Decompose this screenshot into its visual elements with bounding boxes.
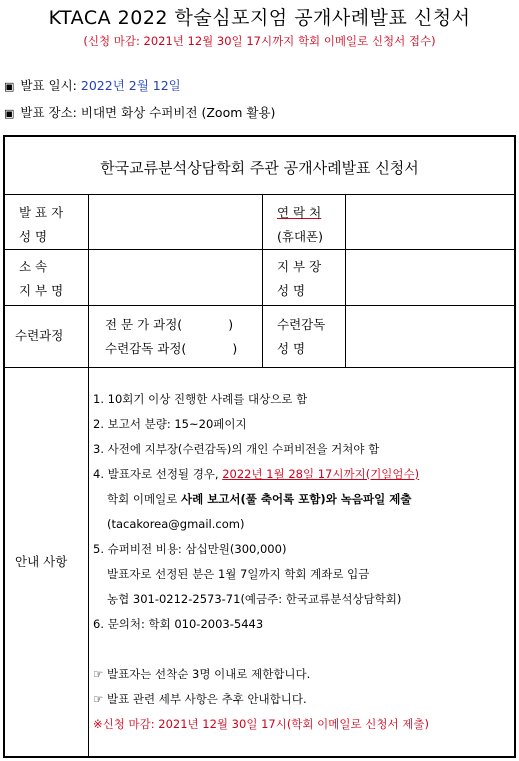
form-title: 한국교류분석상담학회 주관 공개사례발표 신청서 (100, 159, 419, 177)
document-title: KTACA 2022 학술심포지엄 공개사례발표 신청서 (48, 7, 471, 29)
supervisor-label: 수련감독 성 명 (277, 317, 326, 356)
guide-item: 6. 문의처: 학회 010-2003-5443 (93, 617, 264, 631)
form-divider (5, 305, 514, 306)
application-deadline: (신청 마감: 2021년 12월 30일 17시까지 학회 이메일로 신청서 접수) (83, 34, 436, 48)
presentation-date-line (4, 76, 181, 94)
place-value: 비대면 화상 수퍼비전 (Zoom 활용) (80, 105, 276, 120)
notice-item: ☞ 발표자는 선착순 3명 이내로 제한합니다. (93, 667, 311, 681)
guide-item: 4. 발표자로 선정될 경우, 2022년 1월 28일 17시까지(기일엄수) (93, 467, 420, 481)
place-label: 발표 장소: (20, 105, 77, 120)
course-options: 전 문 가 과정( ) 수련감독 과정( ) (105, 317, 238, 356)
application-form (3, 135, 516, 758)
guide-list (93, 387, 429, 737)
bank-account: 농협 301-0212-2573-71(예금주: 한국교류분석상담학회) (107, 592, 402, 606)
date-value: 2022년 2월 12일 (80, 78, 181, 93)
submission-deadline: 2022년 1월 28일 17시까지(기일엄수) (222, 467, 420, 481)
form-divider (5, 249, 514, 250)
guide-item: 발표자로 선정된 분은 1월 7일까지 학회 계좌로 입금 (107, 567, 370, 581)
guide-item: 학회 이메일로 사례 보고서(풀 축어록 포함)와 녹음파일 제출 (107, 492, 412, 506)
guide-item: 1. 10회기 이상 진행한 사례를 대상으로 함 (93, 392, 308, 406)
presentation-place-line (4, 103, 275, 121)
guide-item: 5. 슈퍼비전 비용: 삼십만원(300,000) (93, 542, 287, 556)
branch-head-label: 지 부 장 성 명 (277, 259, 322, 298)
form-divider (5, 194, 514, 195)
guide-label: 안내 사항 (15, 554, 68, 569)
form-divider (88, 194, 89, 758)
square-bullet-icon: ▣ (4, 107, 15, 120)
affiliation-label: 소 속 지 부 명 (19, 259, 64, 298)
date-label: 발표 일시: (20, 78, 77, 93)
form-divider (5, 367, 514, 368)
guide-item: 3. 사전에 지부장(수련감독)의 개인 수퍼비전을 거쳐야 함 (93, 442, 380, 456)
training-course-label: 수련과정 (15, 328, 64, 343)
square-bullet-icon: ▣ (4, 80, 15, 93)
presenter-name-label: 발 표 자 성 명 (19, 205, 64, 244)
guide-item: 2. 보고서 분량: 15~20페이지 (93, 417, 247, 431)
form-divider (262, 194, 263, 367)
contact-email: (tacakorea@gmail.com) (107, 517, 245, 531)
notice-item: ☞ 발표 관련 세부 사항은 추후 안내합니다. (93, 692, 307, 706)
form-divider (345, 194, 346, 367)
final-deadline-notice: ※신청 마감: 2021년 12월 30일 17시(학회 이메일로 신청서 제출) (93, 717, 429, 731)
contact-label: 연 락 처 (휴대폰) (277, 205, 323, 244)
